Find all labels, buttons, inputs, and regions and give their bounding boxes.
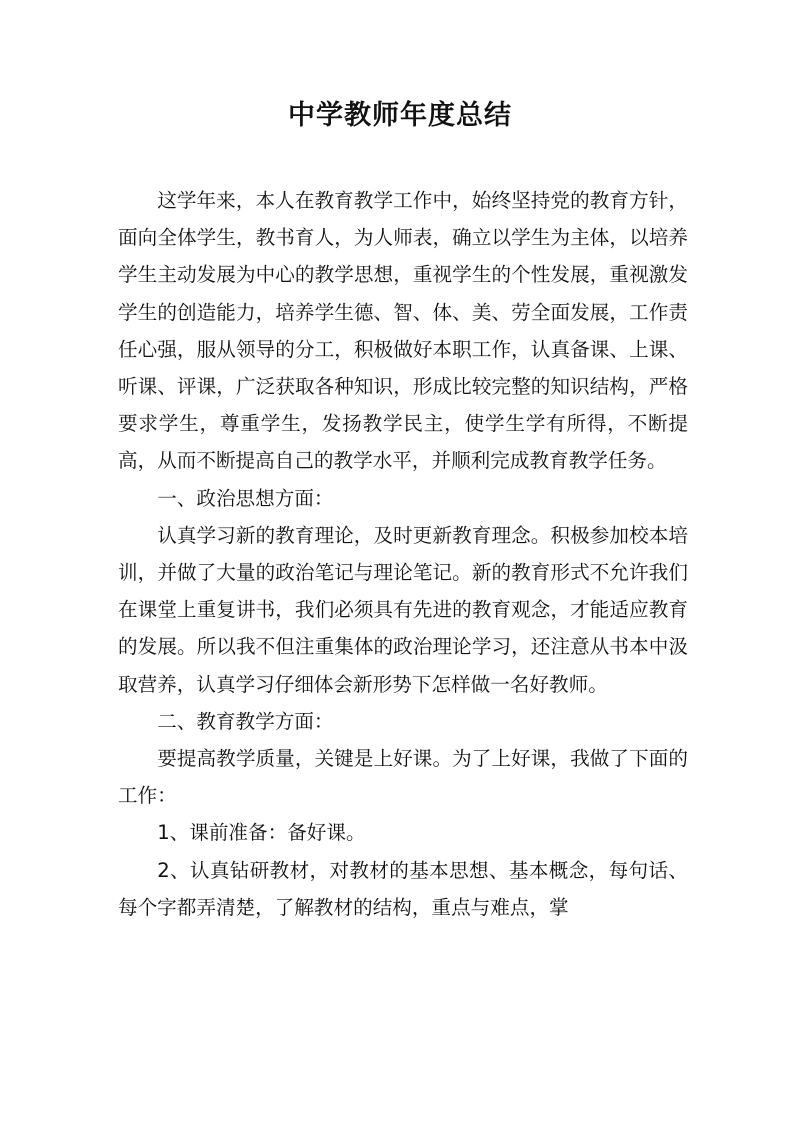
- document-title: 中学教师年度总结: [288, 100, 512, 131]
- intro-paragraph: 这学年来，本人在教育教学工作中，始终坚持党的教育方针，面向全体学生，教书育人，为人师表，确立以学生为主体，以培养学生主动发展为中心的教学思想，重视学生的个性发展，重视激发学生的创造能力，培养学生德、智、体、美、劳全面发展，工作责任心强，服从领导的分工，积极做好本职工作，认真备课、上课、听课、评课，广泛获取各种知识，形成比较完整的知识结构，严格要求学生，尊重学生，发扬教学民主，使学生学有所得，不断提高，从而不断提高自己的教学水平，并顺利完成教育教学任务。: [118, 189, 688, 473]
- list-item-1: 1、课前准备：备好课。: [157, 821, 366, 845]
- section-heading-teaching: 二、教育教学方面：: [157, 709, 334, 733]
- teaching-paragraph: 要提高教学质量，关键是上好课。为了上好课，我做了下面的工作：: [118, 747, 688, 808]
- political-paragraph: 认真学习新的教育理论，及时更新教育理念。积极参加校本培训，并做了大量的政治笔记与理论笔记。新的教育形式不允许我们在课堂上重复讲书，我们必须具有先进的教育观念，才能适应教育的发展。所以我不但注重集体的政治理论学习，还注意从书本中汲取营养，认真学习仔细体会新形势下怎样做一名好教师。: [118, 523, 688, 696]
- section-heading-political: 一、政治思想方面：: [157, 486, 334, 510]
- list-item-2: 2、认真钻研教材，对教材的基本思想、基本概念，每句话、每个字都弄清楚，了解教材的结构，重点与难点，掌: [118, 858, 688, 919]
- document-body: [118, 182, 688, 926]
